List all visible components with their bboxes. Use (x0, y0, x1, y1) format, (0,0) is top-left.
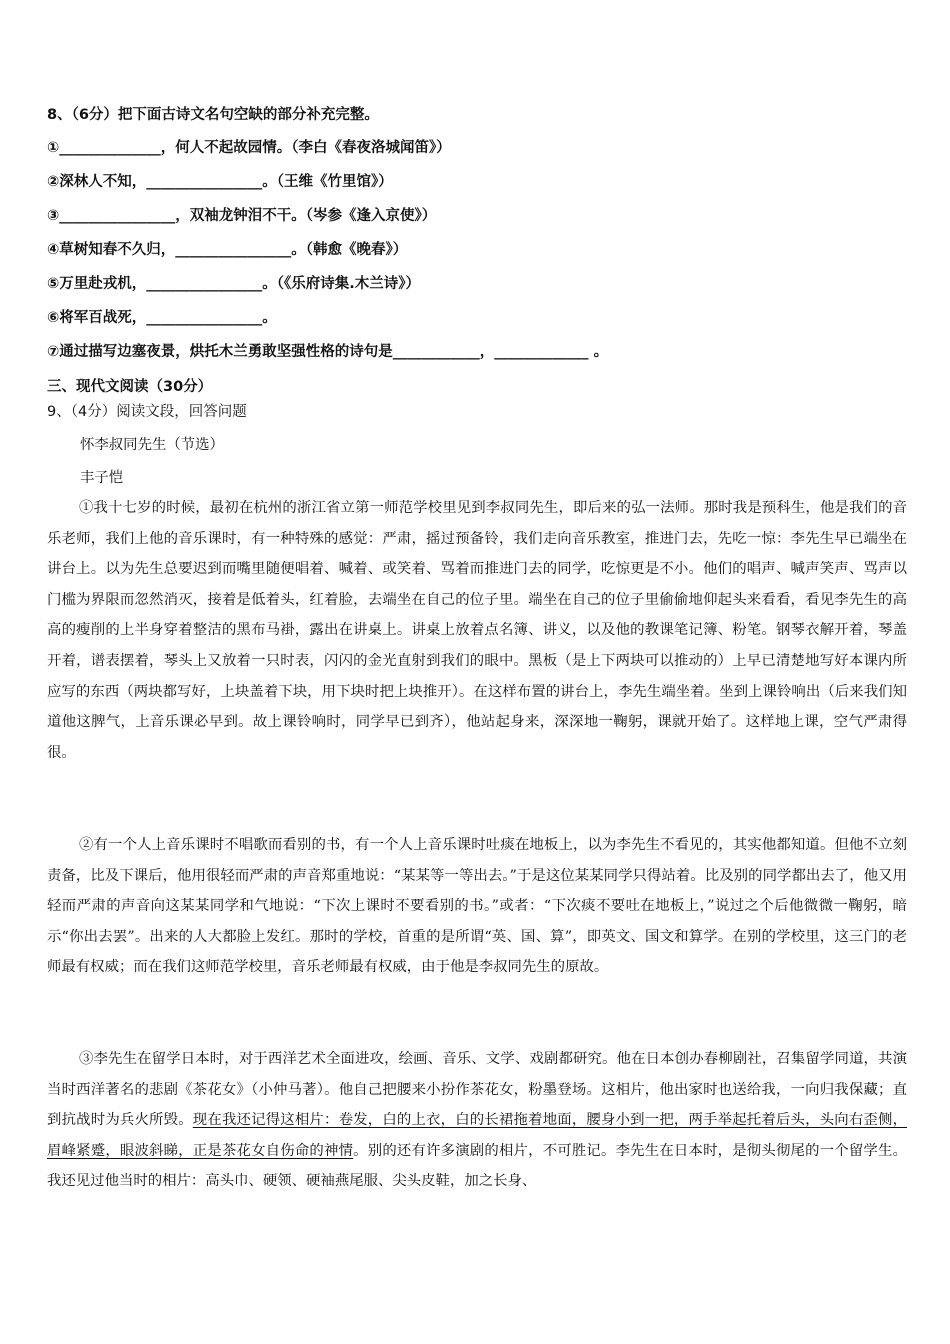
paragraph-3-lead: ③李先生在留学日本时，对于西洋艺术全面进攻，绘画、音乐、文学、戏剧都研究。他在日本创办春柳剧社，召集留学同道，共演当时西洋著名的悲剧《茶花女》（小仲马著）。他自己把腰来小扮作茶花女，粉墨登场。这相片，他出家时也送给我，一向归我保藏；直到抗战时为兵火所毁。 (47, 1051, 907, 1129)
q8-item-2: ②深林人不知，________________。（王维《竹里馆》） (47, 174, 393, 190)
q8-item-1: ①______________，何人不起故园情。（李白《春夜洛城闻笛》） (47, 140, 451, 156)
section3-title: 三、现代文阅读（30分） (47, 379, 213, 395)
q8-item-4: ④草树知春不久归，________________。（韩愈《晚春》） (47, 242, 408, 258)
q9-title: 9、（4分）阅读文段，回答问题 (47, 404, 247, 420)
article-paragraph-1: ①我十七岁的时候，最初在杭州的浙江省立第一师范学校里见到李叔同先生，即后来的弘一法师。那时我是预科生，他是我们的音乐老师，我们上他的音乐课时，有一种特殊的感觉：严肃，摇过预备铃，我们走向音乐教室，推进门去，先吃一惊：李先生早已端坐在讲台上。以为先生总要迟到而嘴里随便唱着、喊着、或笑着、骂着而推进门去的同学，吃惊更是不小。他们的唱声、喊声笑声、骂声以门槛为界限而忽然消灭，接着是低着头，红着脸，去端坐在自己的位子里。端坐在自己的位子里偷偷地仰起头来看看，看见李先生的高高的瘦削的上半身穿着整洁的黑布马褂，露出在讲桌上。讲桌上放着点名簿、讲义，以及他的教课笔记簿、粉笔。钢琴衣解开着，琴盖开着，谱表摆着，琴头上又放着一只时表，闪闪的金光直射到我们的眼中。黑板（是上下两块可以推动的）上早已清楚地写好本课内所应写的东西（两块都写好，上块盖着下块，用下块时把上块推开）。在这样布置的讲台上，李先生端坐着。坐到上课铃响出（后来我们知道他这脾气，上音乐课必早到。故上课铃响时，同学早已到齐），他站起身来，深深地一鞠躬，课就开始了。这样地上课，空气严肃得很。 (47, 500, 907, 761)
underlined-passage: 现在我还记得这相片：卷发，白的上衣，白的长裙拖着地面，腰身小到一把，两手举起托着后头，头向右歪侧，眉峰紧蹙，眼波斜睇，正是茶花女自伤命的神情 (47, 1112, 907, 1159)
article-paragraph-2: ②有一个人上音乐课时不唱歌而看别的书，有一个人上音乐课时吐痰在地板上，以为李先生不看见的，其实他都知道。但他不立刻责备，比及下课后，他用很轻而严肃的声音郑重地说：“某某等一等出去。”于是这位某某同学只得站着。比及别的同学都出去了，他又用轻而严肃的声音向这某某同学和气地说：“下次上课时不要看别的书。”或者：“下次痰不要吐在地板上，”说过之个后他微微一鞠躬，暗示“你出去罢”。出来的人大都脸上发红。那时的学校，首重的是所谓“英、国、算”，即英文、国文和算学。在别的学校里，这三门的老师最有权威；而在我们这师范学校里，音乐老师最有权威，由于他是李叔同先生的原故。 (47, 837, 907, 976)
article-title: 怀李叔同先生（节选） (80, 437, 224, 453)
q8-title: 8、（6分）把下面古诗文名句空缺的部分补充完整。 (47, 107, 379, 123)
article-author: 丰子恺 (80, 470, 124, 486)
q8-item-7: ⑦通过描写边塞夜景，烘托木兰勇敢坚强性格的诗句是____________，_____________ 。 (47, 344, 609, 360)
q8-item-3: ③________________，双袖龙钟泪不干。（岑参《逢入京使》） (47, 208, 437, 224)
q8-item-5: ⑤万里赴戎机，________________。（《乐府诗集.木兰诗》） (47, 276, 421, 292)
paragraph-3-tail: 。别的还有许多演剧的相片，不可胜记。李先生在日本时，是彻头彻尾的一个留学生。我还见过他当时的相片：高头巾、硬领、硬袖燕尾服、尖头皮鞋，加之长身、 (47, 1142, 907, 1190)
article-paragraph-3 (47, 1044, 907, 1197)
q8-item-6: ⑥将军百战死，________________。 (47, 310, 277, 326)
